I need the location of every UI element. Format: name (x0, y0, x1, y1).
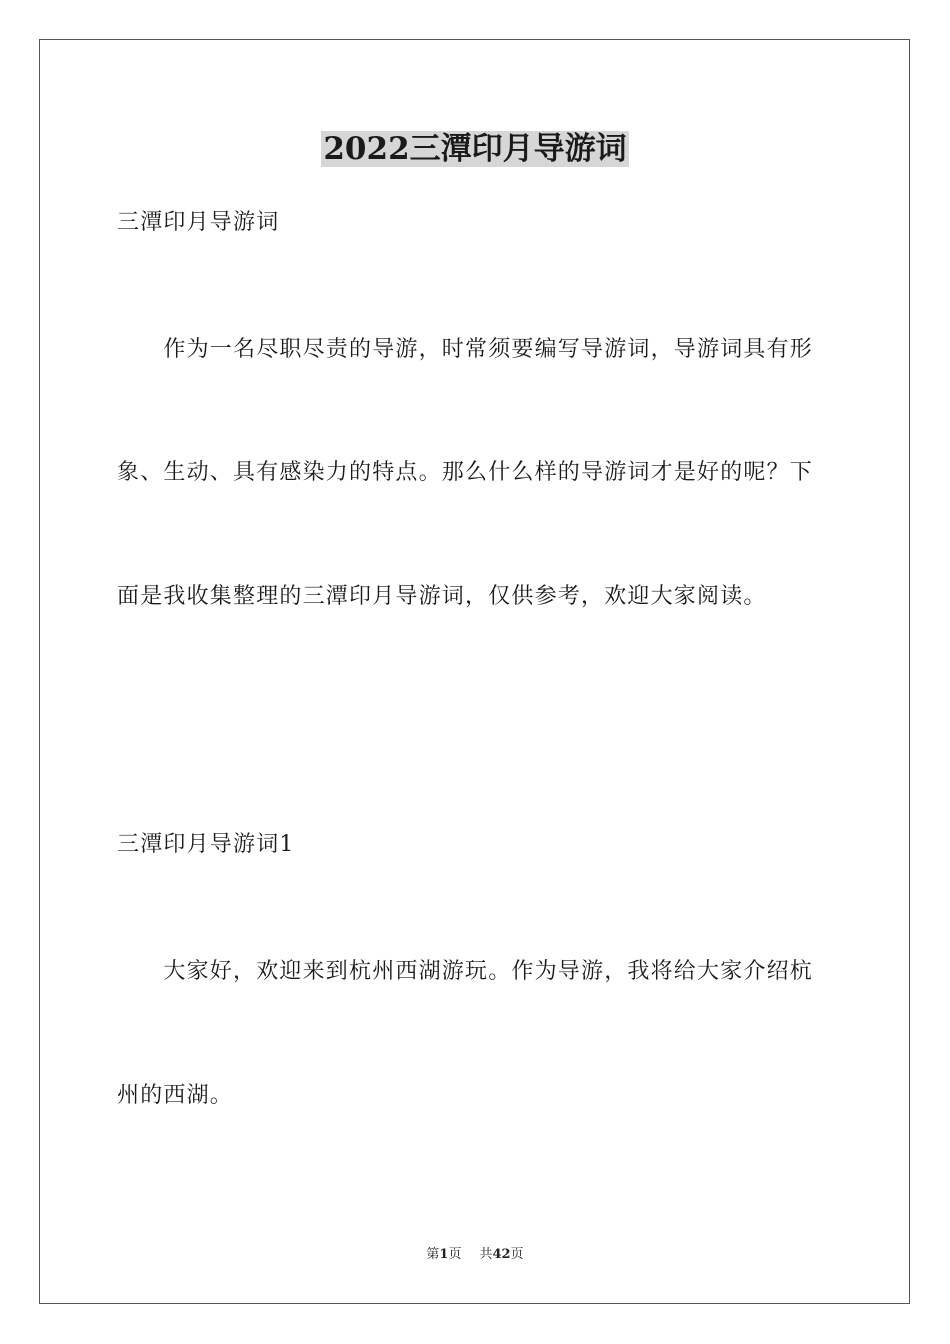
page-number: 1 (439, 1247, 449, 1262)
section-paragraph-line-2: 州的西湖。 (117, 1083, 234, 1108)
page-suffix: 页 (448, 1247, 462, 1262)
total-prefix: 共 (479, 1247, 493, 1262)
page-prefix: 第 (426, 1247, 440, 1262)
intro-paragraph-line-2: 象、生动、具有感染力的特点。那么什么样的导游词才是好的呢？下 (117, 460, 814, 485)
document-title-text: 2022三潭印月导游词 (323, 131, 627, 167)
section-heading: 三潭印月导游词1 (117, 832, 295, 857)
section-paragraph-line-1: 大家好，欢迎来到杭州西湖游玩。作为导游，我将给大家介绍杭 (117, 959, 814, 984)
intro-paragraph-line-3: 面是我收集整理的三潭印月导游词，仅供参考，欢迎大家阅读。 (117, 584, 767, 609)
document-subtitle: 三潭印月导游词 (117, 210, 280, 235)
intro-paragraph-line-1: 作为一名尽职尽责的导游，时常须要编写导游词，导游词具有形 (117, 337, 814, 362)
total-suffix: 页 (510, 1247, 524, 1262)
total-pages: 42 (492, 1247, 511, 1262)
page-footer (0, 1246, 950, 1264)
document-title (0, 126, 950, 172)
